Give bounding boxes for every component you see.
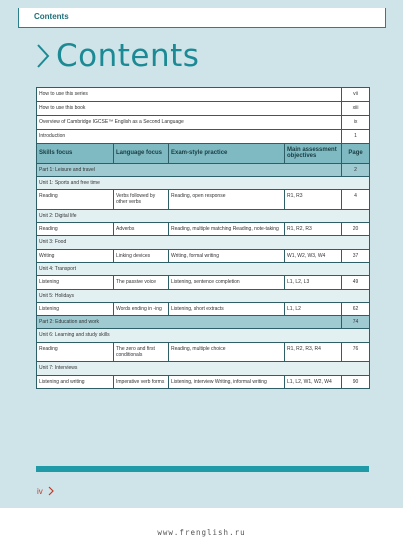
unit-exam: Listening, short extracts xyxy=(169,302,285,315)
unit-language: Words ending in -ing xyxy=(114,302,169,315)
unit-objectives: R1, R2, R3, R4 xyxy=(285,342,342,362)
unit-skills: Writing xyxy=(37,249,114,262)
unit-detail-row xyxy=(37,249,370,262)
unit-page: 4 xyxy=(342,190,370,210)
toc-entry-label[interactable]: How to use this series xyxy=(37,88,342,102)
unit-skills: Listening and writing xyxy=(37,375,114,388)
chevron-right-icon xyxy=(48,486,54,496)
unit-objectives: R1, R3 xyxy=(285,190,342,210)
toc-entry-label[interactable]: Introduction xyxy=(37,130,342,144)
unit-skills: Listening xyxy=(37,302,114,315)
unit-skills: Reading xyxy=(37,223,114,236)
watermark-text: www.frenglish.ru xyxy=(157,528,246,537)
footer-bar xyxy=(36,466,369,472)
unit-detail-row xyxy=(37,223,370,236)
unit-title-row xyxy=(37,289,370,302)
unit-skills: Reading xyxy=(37,190,114,210)
table-header-row xyxy=(37,144,370,164)
section-tab-label: Contents xyxy=(34,12,69,21)
unit-detail-row xyxy=(37,375,370,388)
unit-title[interactable]: Unit 4: Transport xyxy=(37,262,370,275)
part-row xyxy=(37,163,370,176)
unit-title-row xyxy=(37,236,370,249)
toc-entry-page: 1 xyxy=(342,130,370,144)
unit-objectives: L1, L2, L3 xyxy=(285,276,342,289)
column-header-language: Language focus xyxy=(114,144,169,164)
table-row xyxy=(37,130,370,144)
unit-detail-row xyxy=(37,302,370,315)
unit-objectives: R1, R2, R3 xyxy=(285,223,342,236)
column-header-page: Page xyxy=(342,144,370,164)
unit-title[interactable]: Unit 5: Holidays xyxy=(37,289,370,302)
part-page: 2 xyxy=(342,163,370,176)
part-label[interactable]: Part 2: Education and work xyxy=(37,316,342,329)
table-row xyxy=(37,116,370,130)
unit-exam: Reading, multiple choice xyxy=(169,342,285,362)
unit-language: Verbs followed by other verbs xyxy=(114,190,169,210)
part-label[interactable]: Part 1: Leisure and travel xyxy=(37,163,342,176)
table-row xyxy=(37,102,370,116)
unit-page: 37 xyxy=(342,249,370,262)
unit-page: 62 xyxy=(342,302,370,315)
unit-detail-row xyxy=(37,342,370,362)
unit-page: 20 xyxy=(342,223,370,236)
unit-detail-row xyxy=(37,276,370,289)
unit-title[interactable]: Unit 6: Learning and study skills xyxy=(37,329,370,342)
unit-title-row xyxy=(37,329,370,342)
unit-skills: Listening xyxy=(37,276,114,289)
unit-objectives: L1, L2 xyxy=(285,302,342,315)
unit-title[interactable]: Unit 3: Food xyxy=(37,236,370,249)
unit-objectives: L1, L2, W1, W2, W4 xyxy=(285,375,342,388)
unit-title[interactable]: Unit 7: Interviews xyxy=(37,362,370,375)
unit-language: The zero and first conditionals xyxy=(114,342,169,362)
unit-exam: Reading, multiple matching Reading, note-taking xyxy=(169,223,285,236)
page-title-text: Contents xyxy=(56,38,200,74)
toc-entry-page: ix xyxy=(342,116,370,130)
unit-objectives: W1, W2, W3, W4 xyxy=(285,249,342,262)
unit-title-row xyxy=(37,176,370,189)
unit-page: 90 xyxy=(342,375,370,388)
unit-detail-row xyxy=(37,190,370,210)
unit-exam: Listening, sentence completion xyxy=(169,276,285,289)
unit-language: Linking devices xyxy=(114,249,169,262)
part-page: 74 xyxy=(342,316,370,329)
page-title xyxy=(36,36,199,76)
unit-skills: Reading xyxy=(37,342,114,362)
unit-exam: Writing, formal writing xyxy=(169,249,285,262)
section-tab xyxy=(18,8,386,28)
unit-exam: Listening, interview Writing, informal writing xyxy=(169,375,285,388)
toc-entry-page: xiii xyxy=(342,102,370,116)
part-row xyxy=(37,316,370,329)
unit-title-row xyxy=(37,209,370,222)
column-header-skills: Skills focus xyxy=(37,144,114,164)
unit-title[interactable]: Unit 2: Digital life xyxy=(37,209,370,222)
unit-title[interactable]: Unit 1: Sports and free time xyxy=(37,176,370,189)
page-footer xyxy=(37,486,54,496)
toc-entry-label[interactable]: Overview of Cambridge IGCSE™ English as a Second Language xyxy=(37,116,342,130)
column-header-objectives: Main assessment objectives xyxy=(285,144,342,164)
page-number: iv xyxy=(37,486,43,496)
unit-page: 76 xyxy=(342,342,370,362)
contents-table xyxy=(36,87,370,389)
unit-exam: Reading, open response xyxy=(169,190,285,210)
unit-language: Imperative verb forms xyxy=(114,375,169,388)
toc-entry-label[interactable]: How to use this book xyxy=(37,102,342,116)
unit-language: Adverbs xyxy=(114,223,169,236)
toc-entry-page: vii xyxy=(342,88,370,102)
unit-page: 49 xyxy=(342,276,370,289)
chevron-right-icon xyxy=(36,43,50,69)
unit-title-row xyxy=(37,362,370,375)
unit-language: The passive voice xyxy=(114,276,169,289)
table-row xyxy=(37,88,370,102)
column-header-exam: Exam-style practice xyxy=(169,144,285,164)
unit-title-row xyxy=(37,262,370,275)
